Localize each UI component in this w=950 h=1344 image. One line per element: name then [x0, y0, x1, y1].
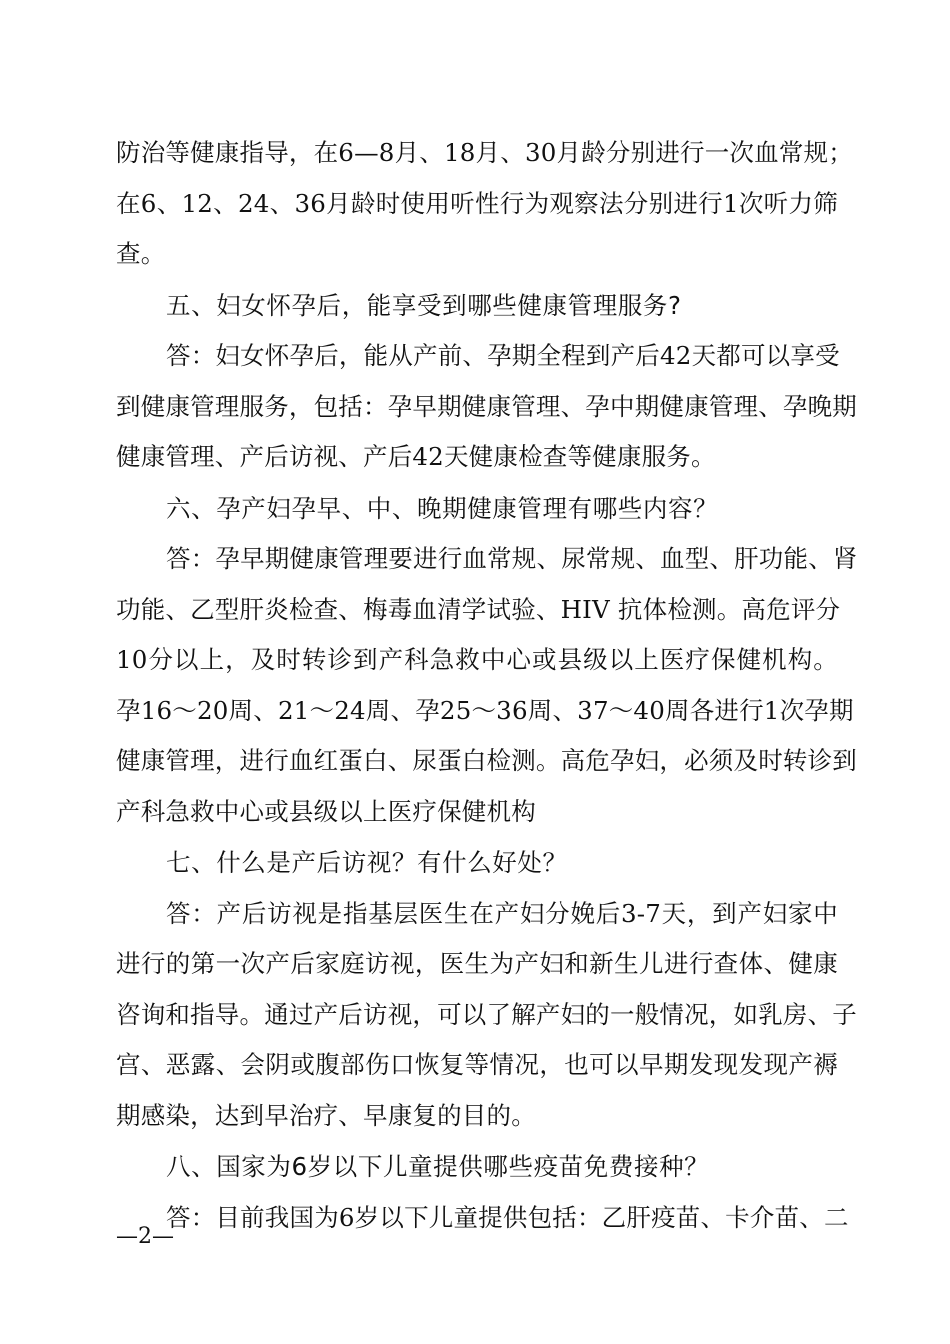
paragraph-line: 健康管理、产后访视、产后42天健康检查等健康服务。 — [116, 442, 716, 471]
page-number: —2— — [116, 1224, 174, 1249]
paragraph-line: 答：目前我国为6岁以下儿童提供包括：乙肝疫苗、卡介苗、二 — [166, 1202, 849, 1232]
section-heading-7: 七、什么是产后访视？有什么好处？ — [166, 848, 568, 877]
paragraph-line: 功能、乙型肝炎检查、梅毒血清学试验、HIV 抗体检测。高危评分 — [116, 594, 841, 624]
paragraph-line: 答：孕早期健康管理要进行血常规、尿常规、血型、肝功能、肾 — [166, 544, 858, 573]
section-heading-6: 六、孕产妇孕早、中、晚期健康管理有哪些内容？ — [166, 493, 719, 523]
paragraph-line: 到健康管理服务，包括：孕早期健康管理、孕中期健康管理、孕晚期 — [116, 391, 857, 421]
paragraph-line: 宫、恶露、会阴或腹部伤口恢复等情况，也可以早期发现发现产褥 — [116, 1050, 838, 1079]
paragraph-line: 在6、12、24、36月龄时使用听性行为观察法分别进行1次听力筛 — [116, 188, 838, 218]
document-body — [116, 128, 858, 1243]
paragraph-line: 10分以上，及时转诊到产科急救中心或县级以上医疗保健机构。 — [116, 645, 838, 674]
paragraph-line: 防治等健康指导，在6—8月、18月、30月龄分别进行一次血常规； — [116, 138, 853, 167]
paragraph-line: 答：产后访视是指基层医生在产妇分娩后3-7天，到产妇家中 — [166, 898, 838, 928]
paragraph-line: 查。 — [116, 239, 166, 268]
section-heading-8: 八、国家为6岁以下儿童提供哪些疫苗免费接种？ — [166, 1152, 710, 1181]
paragraph-line: 进行的第一次产后家庭访视，医生为产妇和新生儿进行查体、健康 — [116, 949, 838, 978]
paragraph-line: 期感染，达到早治疗、早康复的目的。 — [116, 1100, 536, 1130]
section-heading-5: 五、妇女怀孕后，能享受到哪些健康管理服务? — [166, 290, 682, 320]
paragraph-line: 产科急救中心或县级以上医疗保健机构 — [116, 796, 536, 826]
paragraph-line: 咨询和指导。通过产后访视，可以了解产妇的一般情况，如乳房、子 — [116, 999, 857, 1029]
paragraph-line: 健康管理，进行血红蛋白、尿蛋白检测。高危孕妇，必须及时转诊到 — [116, 746, 857, 775]
paragraph-line: 孕16～20周、21～24周、孕25～36周、37～40周各进行1次孕期 — [116, 695, 854, 725]
paragraph-line: 答：妇女怀孕后，能从产前、孕期全程到产后42天都可以享受 — [166, 341, 840, 370]
